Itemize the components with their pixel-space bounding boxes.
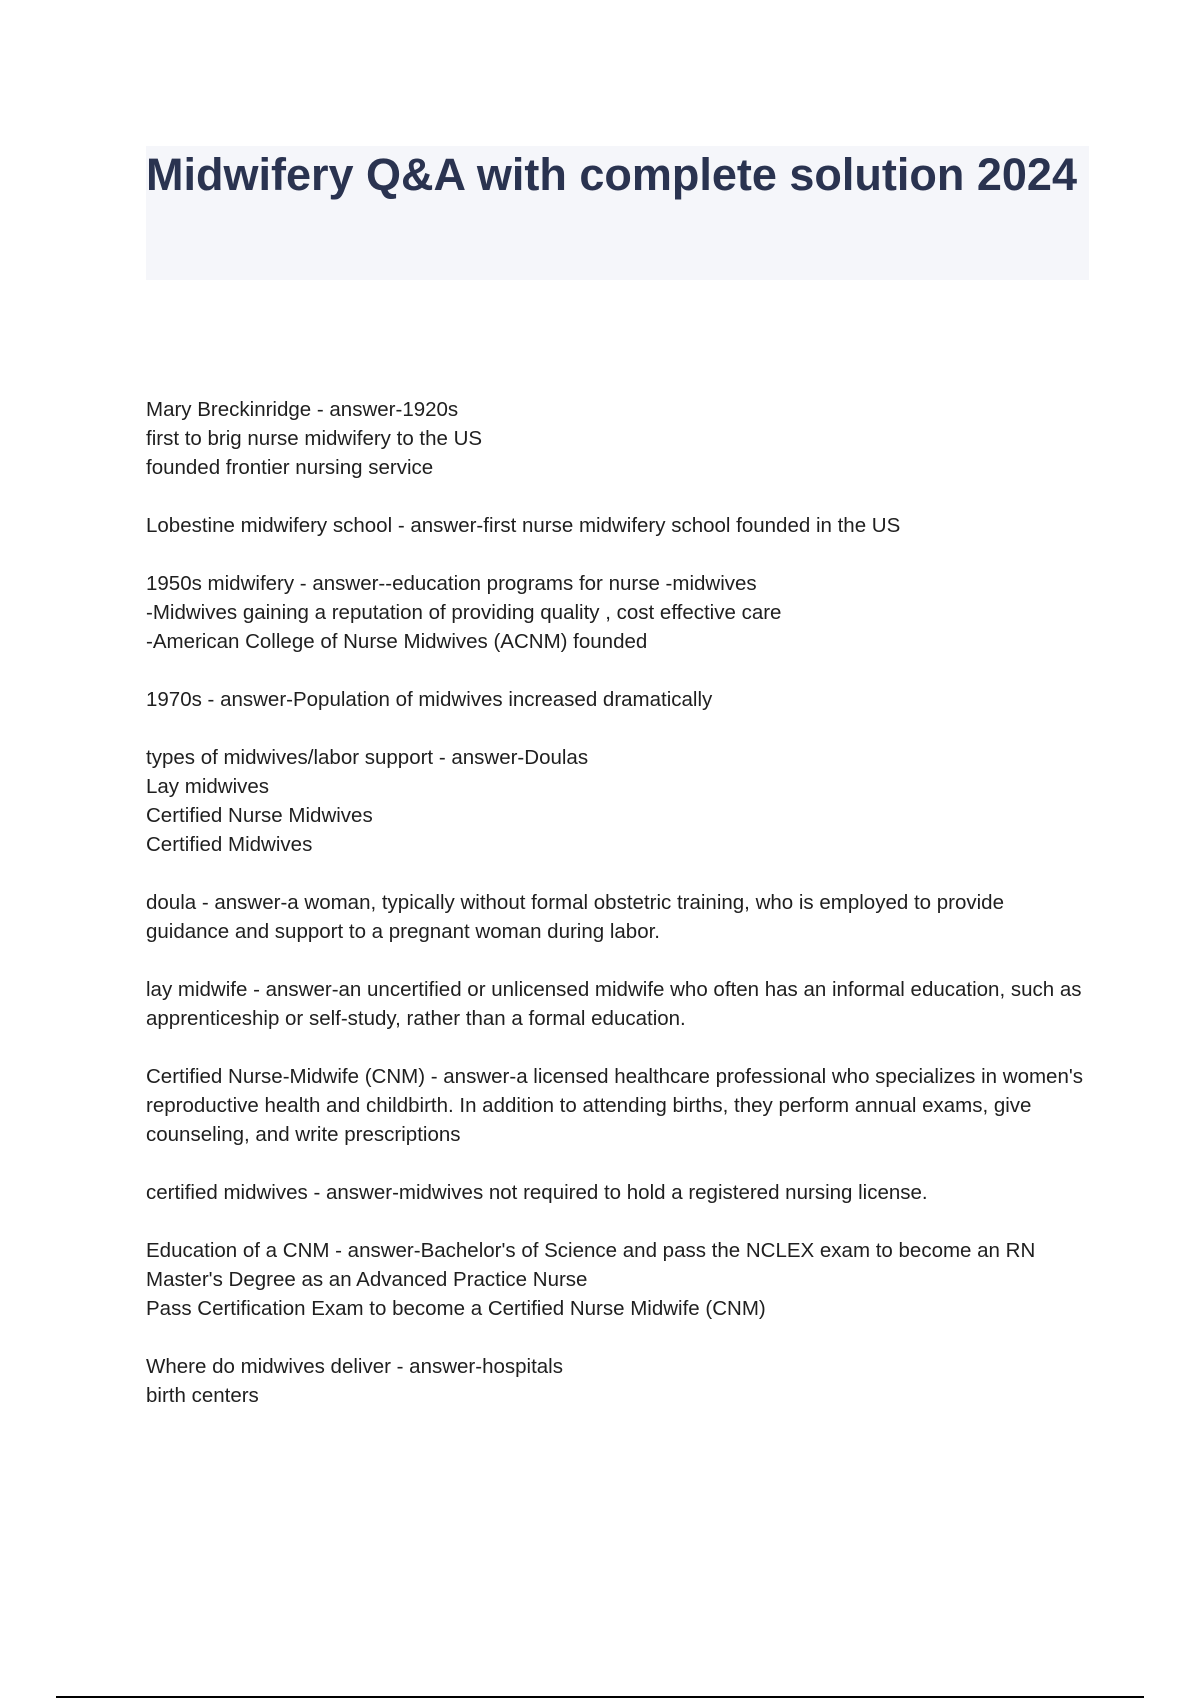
qa-line: -Midwives gaining a reputation of providing quality , cost effective care — [146, 601, 782, 624]
qa-line: birth centers — [146, 1384, 259, 1407]
qa-list — [146, 395, 1086, 1439]
qa-line: 1950s midwifery - answer--education programs for nurse -midwives — [146, 572, 757, 595]
qa-line: lay midwife - answer-an uncertified or unlicensed midwife who often has an informal education, such as apprenticeship or self-study, rather than a formal education. — [146, 978, 1082, 1030]
qa-item — [146, 685, 1086, 714]
qa-line: doula - answer-a woman, typically without formal obstetric training, who is employed to provide guidance and support to a pregnant woman during labor. — [146, 891, 1004, 943]
qa-line: Certified Nurse-Midwife (CNM) - answer-a licensed healthcare professional who specializes in women's reproductive health and childbirth. In addition to attending births, they perform annual exams, give counseling, and write prescriptions — [146, 1065, 1084, 1146]
qa-item — [146, 743, 1086, 859]
qa-item — [146, 569, 1086, 656]
qa-line: 1970s - answer-Population of midwives increased dramatically — [146, 688, 713, 711]
qa-line: Certified Midwives — [146, 833, 313, 856]
qa-line: types of midwives/labor support - answer-Doulas — [146, 746, 589, 769]
qa-line: Education of a CNM - answer-Bachelor's of Science and pass the NCLEX exam to become an RN — [146, 1239, 1036, 1262]
qa-item — [146, 1352, 1086, 1410]
qa-line: certified midwives - answer-midwives not required to hold a registered nursing license. — [146, 1181, 928, 1204]
qa-line: Lobestine midwifery school - answer-first nurse midwifery school founded in the US — [146, 514, 901, 537]
footer-divider — [56, 1696, 1144, 1698]
qa-line: founded frontier nursing service — [146, 456, 434, 479]
document-title: Midwifery Q&A with complete solution 2024 — [146, 149, 1077, 200]
qa-line: Master's Degree as an Advanced Practice Nurse — [146, 1268, 588, 1291]
qa-item — [146, 395, 1086, 482]
qa-line: Where do midwives deliver - answer-hospitals — [146, 1355, 563, 1378]
qa-line: Mary Breckinridge - answer-1920s — [146, 398, 459, 421]
qa-item — [146, 975, 1086, 1033]
qa-line: Lay midwives — [146, 775, 270, 798]
qa-line: Pass Certification Exam to become a Certified Nurse Midwife (CNM) — [146, 1297, 766, 1320]
qa-item — [146, 1062, 1086, 1149]
qa-item — [146, 511, 1086, 540]
qa-item — [146, 888, 1086, 946]
qa-item — [146, 1178, 1086, 1207]
qa-line: first to brig nurse midwifery to the US — [146, 427, 483, 450]
qa-line: Certified Nurse Midwives — [146, 804, 373, 827]
qa-line: -American College of Nurse Midwives (ACNM) founded — [146, 630, 648, 653]
qa-item — [146, 1236, 1086, 1323]
